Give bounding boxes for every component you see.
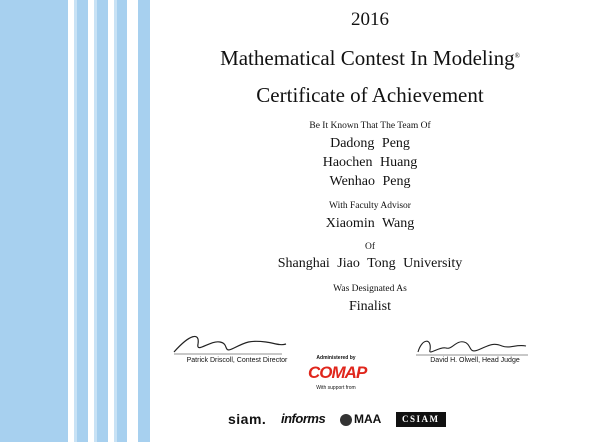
decorative-stripes bbox=[0, 0, 150, 442]
registered-mark: ® bbox=[514, 52, 520, 60]
siam-logo: siam. bbox=[228, 411, 267, 427]
team-member-1: Dadong Peng bbox=[330, 136, 410, 151]
informs-logo: informs bbox=[281, 411, 326, 426]
faculty-advisor: Xiaomin Wang bbox=[325, 216, 415, 231]
award-designation: Finalist bbox=[348, 299, 391, 314]
comap-wordmark: COMAP bbox=[308, 363, 367, 382]
team-member-2: Haochen Huang bbox=[322, 155, 418, 170]
team-member-3: Wenhao Peng bbox=[329, 174, 411, 189]
maa-text: MAA bbox=[354, 412, 382, 426]
signature-caption-director: Patrick Driscoll, Contest Director bbox=[186, 357, 288, 364]
contest-title-text: Mathematical Contest In Modeling bbox=[220, 46, 515, 70]
contest-title bbox=[150, 46, 590, 71]
sponsor-logos bbox=[150, 410, 590, 430]
signature-left-image bbox=[170, 330, 290, 358]
maa-logo bbox=[340, 410, 381, 428]
university-name: Shanghai Jiao Tong University bbox=[277, 256, 463, 271]
team-intro: Be It Known That The Team Of bbox=[309, 121, 431, 131]
signature-caption-judge: David H. Olwell, Head Judge bbox=[430, 357, 520, 364]
maa-emblem-icon bbox=[340, 414, 352, 426]
signature-right-image bbox=[412, 334, 532, 358]
with-support-label: With support from bbox=[316, 385, 356, 391]
certificate-year: 2016 bbox=[351, 9, 389, 30]
designation-intro: Was Designated As bbox=[333, 284, 407, 294]
certificate-subtitle: Certificate of Achievement bbox=[256, 83, 484, 107]
of-label: Of bbox=[364, 242, 376, 252]
advisor-intro: With Faculty Advisor bbox=[329, 201, 411, 211]
certificate-body bbox=[150, 0, 590, 442]
comap-logo bbox=[306, 355, 366, 405]
administered-by-label: Administered by bbox=[316, 355, 356, 361]
csiam-logo: CSIAM bbox=[396, 412, 446, 427]
